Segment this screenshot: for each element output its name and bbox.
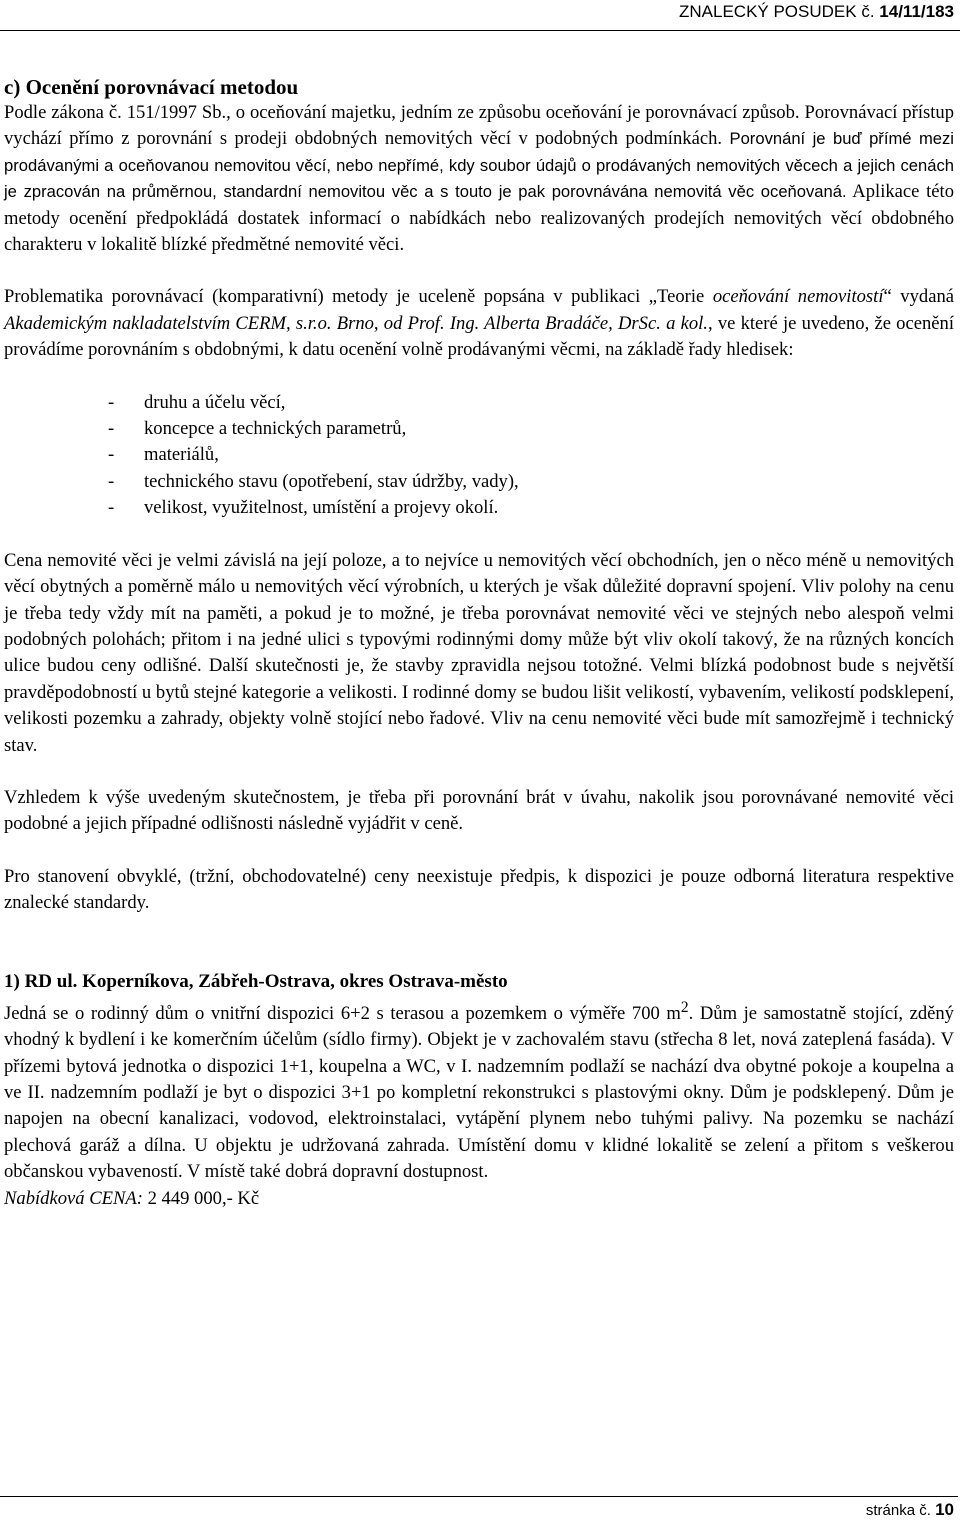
header-number: 14/11/183 [879, 2, 954, 21]
list-item: - materiálů, [108, 444, 219, 466]
page-footer [866, 1500, 954, 1520]
publisher-authors: Akademickým nakladatelstvím CERM, s.r.o. Brno, od Prof. Ing. Alberta Bradáče, DrSc. a kol. [4, 312, 708, 334]
page-number: 10 [935, 1500, 954, 1519]
intro-text-2: Porovnání je buď přímé mezi prodávanými a oceňovanou nemovitou věcí, nebo nepřímé, kdy soubor údajů o prodávaných nemovitých věcech a jejich cenách je zpracován na průměrnou, standardní nemovitou věc a s touto je pak porovnávána nemovitá věc oceňovaná. [4, 129, 954, 202]
header-divider [0, 30, 960, 31]
item-number: 1) RD ul. [4, 970, 78, 992]
method-text-3: , ve které je uvedeno, že ocenění provádíme porovnáním s obdobnými, k datu ocenění volně prodávanými věcmi, na základě řady hledisek: [4, 312, 954, 361]
header-title: ZNALECKÝ POSUDEK č. [679, 2, 875, 21]
criteria-list [4, 390, 954, 522]
method-text-1: Problematika porovnávací (komparativní) metody je uceleně popsána v publikaci „Teorie [4, 286, 713, 308]
document-body [4, 74, 954, 1212]
method-text-2: “ vydaná [883, 286, 955, 308]
item-description: Jedná se o rodinný dům o vnitřní dispozici 6+2 s terasou a pozemkem o výměře 700 $m^2$. Dům je samostatně stojící, zděný vhodný k bydlení i ke komerčním účelům (sídlo firmy). Objekt je v zachovalém stavu (střecha 8 let, nová zateplená fasáda). V přízemi bytová jednotka o dispozici 1+1, koupelna a WC, v I. nadzemním podlaží se nachází dva obytné pokoje a koupelna a ve II. nadzemním podlaží je byt o dispozici 3+1 po kompletní rekonstrukci s plastovými okny. Dům je podsklepený. Dům je napojen na obecní kanalizaci, vodovod, elektroinstalaci, vytápění plynem nebo tuhými palivy. Na pozemku se nachází plechová garáž a dílna. U objektu je udržovaná zahrada. Umístění domu v klidné lokalitě se zelení a přitom s veškerou občanskou vybaveností. V místě také dobrá dopravní dostupnost. [4, 998, 954, 1183]
footer-divider [0, 1496, 958, 1497]
price-value: 2 449 000,- Kč [142, 1187, 260, 1209]
section-heading: c) Ocenění porovnávací metodou [4, 75, 299, 99]
item-heading [4, 969, 954, 995]
list-item: - velikost, využitelnost, umístění a projevy okolí. [108, 497, 499, 519]
intro-text-3: Aplikace této metody ocenění předpokládá dostatek informací o nabídkách nebo realizovaných prodejích nemovitých věcí obdobného charakteru v lokalitě blízké předmětné nemovité věci. [4, 181, 954, 256]
method-paragraph [4, 284, 954, 363]
comparison-paragraph: Vzhledem k výše uvedeným skutečnostem, je třeba při porovnání brát v úvahu, nakolik jsou porovnávané nemovité věci podobné a jejich případné odlišnosti následně vyjádřit v ceně. [4, 786, 954, 835]
publication-title: oceňování nemovitostí [712, 286, 884, 308]
page-header [679, 2, 954, 22]
intro-text-1: Podle zákona č. 151/1997 Sb., o oceňování majetku, jedním ze způsobu oceňování je porovnávací způsob. Porovnávací přístup vychází přímo z porovnání s prodeji obdobných nemovitých věcí v podobných podmínkách. [4, 102, 954, 150]
footer-label: stránka č. [865, 1502, 931, 1519]
offer-price [4, 1186, 954, 1212]
list-item: - koncepce a technických parametrů, [108, 418, 407, 440]
intro-paragraph [4, 100, 954, 258]
superscript: 2 [680, 998, 689, 1016]
standards-paragraph: Pro stanovení obvyklé, (tržní, obchodovatelné) ceny neexistuje předpis, k dispozici je pouze odborná literatura respektive znalecké standardy. [4, 865, 954, 914]
price-label: Nabídková CENA: [4, 1187, 143, 1209]
location-paragraph: Cena nemovité věci je velmi závislá na její poloze, a to nejvíce u nemovitých věcí obchodních, jen o něco méně u nemovitých věcí obytných a poměrně málo u nemovitých věcí výrobních, u kterých je však důležité dopravní spojení. Vliv polohy na cenu je třeba tedy vždy mít na paměti, a pokud je to možné, je třeba porovnávat nemovité věci ve stejných nebo alespoň velmi podobných polohách; přitom i na jedné ulici s typovými rodinnými domy může být vliv okolí takový, že na různých koncích ulice budou ceny odlišné. Další skutečnosti je, že stavby zpravidla nejsou totožné. Velmi blízká podobnost bude s největší pravděpodobností u bytů stejné kategorie a velikosti. I rodinné domy se budou lišit velikostí, vybavením, velikostí podsklepení, velikosti pozemku a zahrady, objekty volně stojící nebo řadové. Vliv na cenu nemovité věci bude mít samozřejmě i technický stav. [4, 549, 954, 756]
list-item: - technického stavu (opotřebení, stav údržby, vady), [108, 470, 519, 492]
list-item: - druhu a účelu věcí, [108, 391, 286, 413]
item-address: Koperníkova, Zábřeh-Ostrava, okres Ostrava-město [82, 970, 508, 992]
